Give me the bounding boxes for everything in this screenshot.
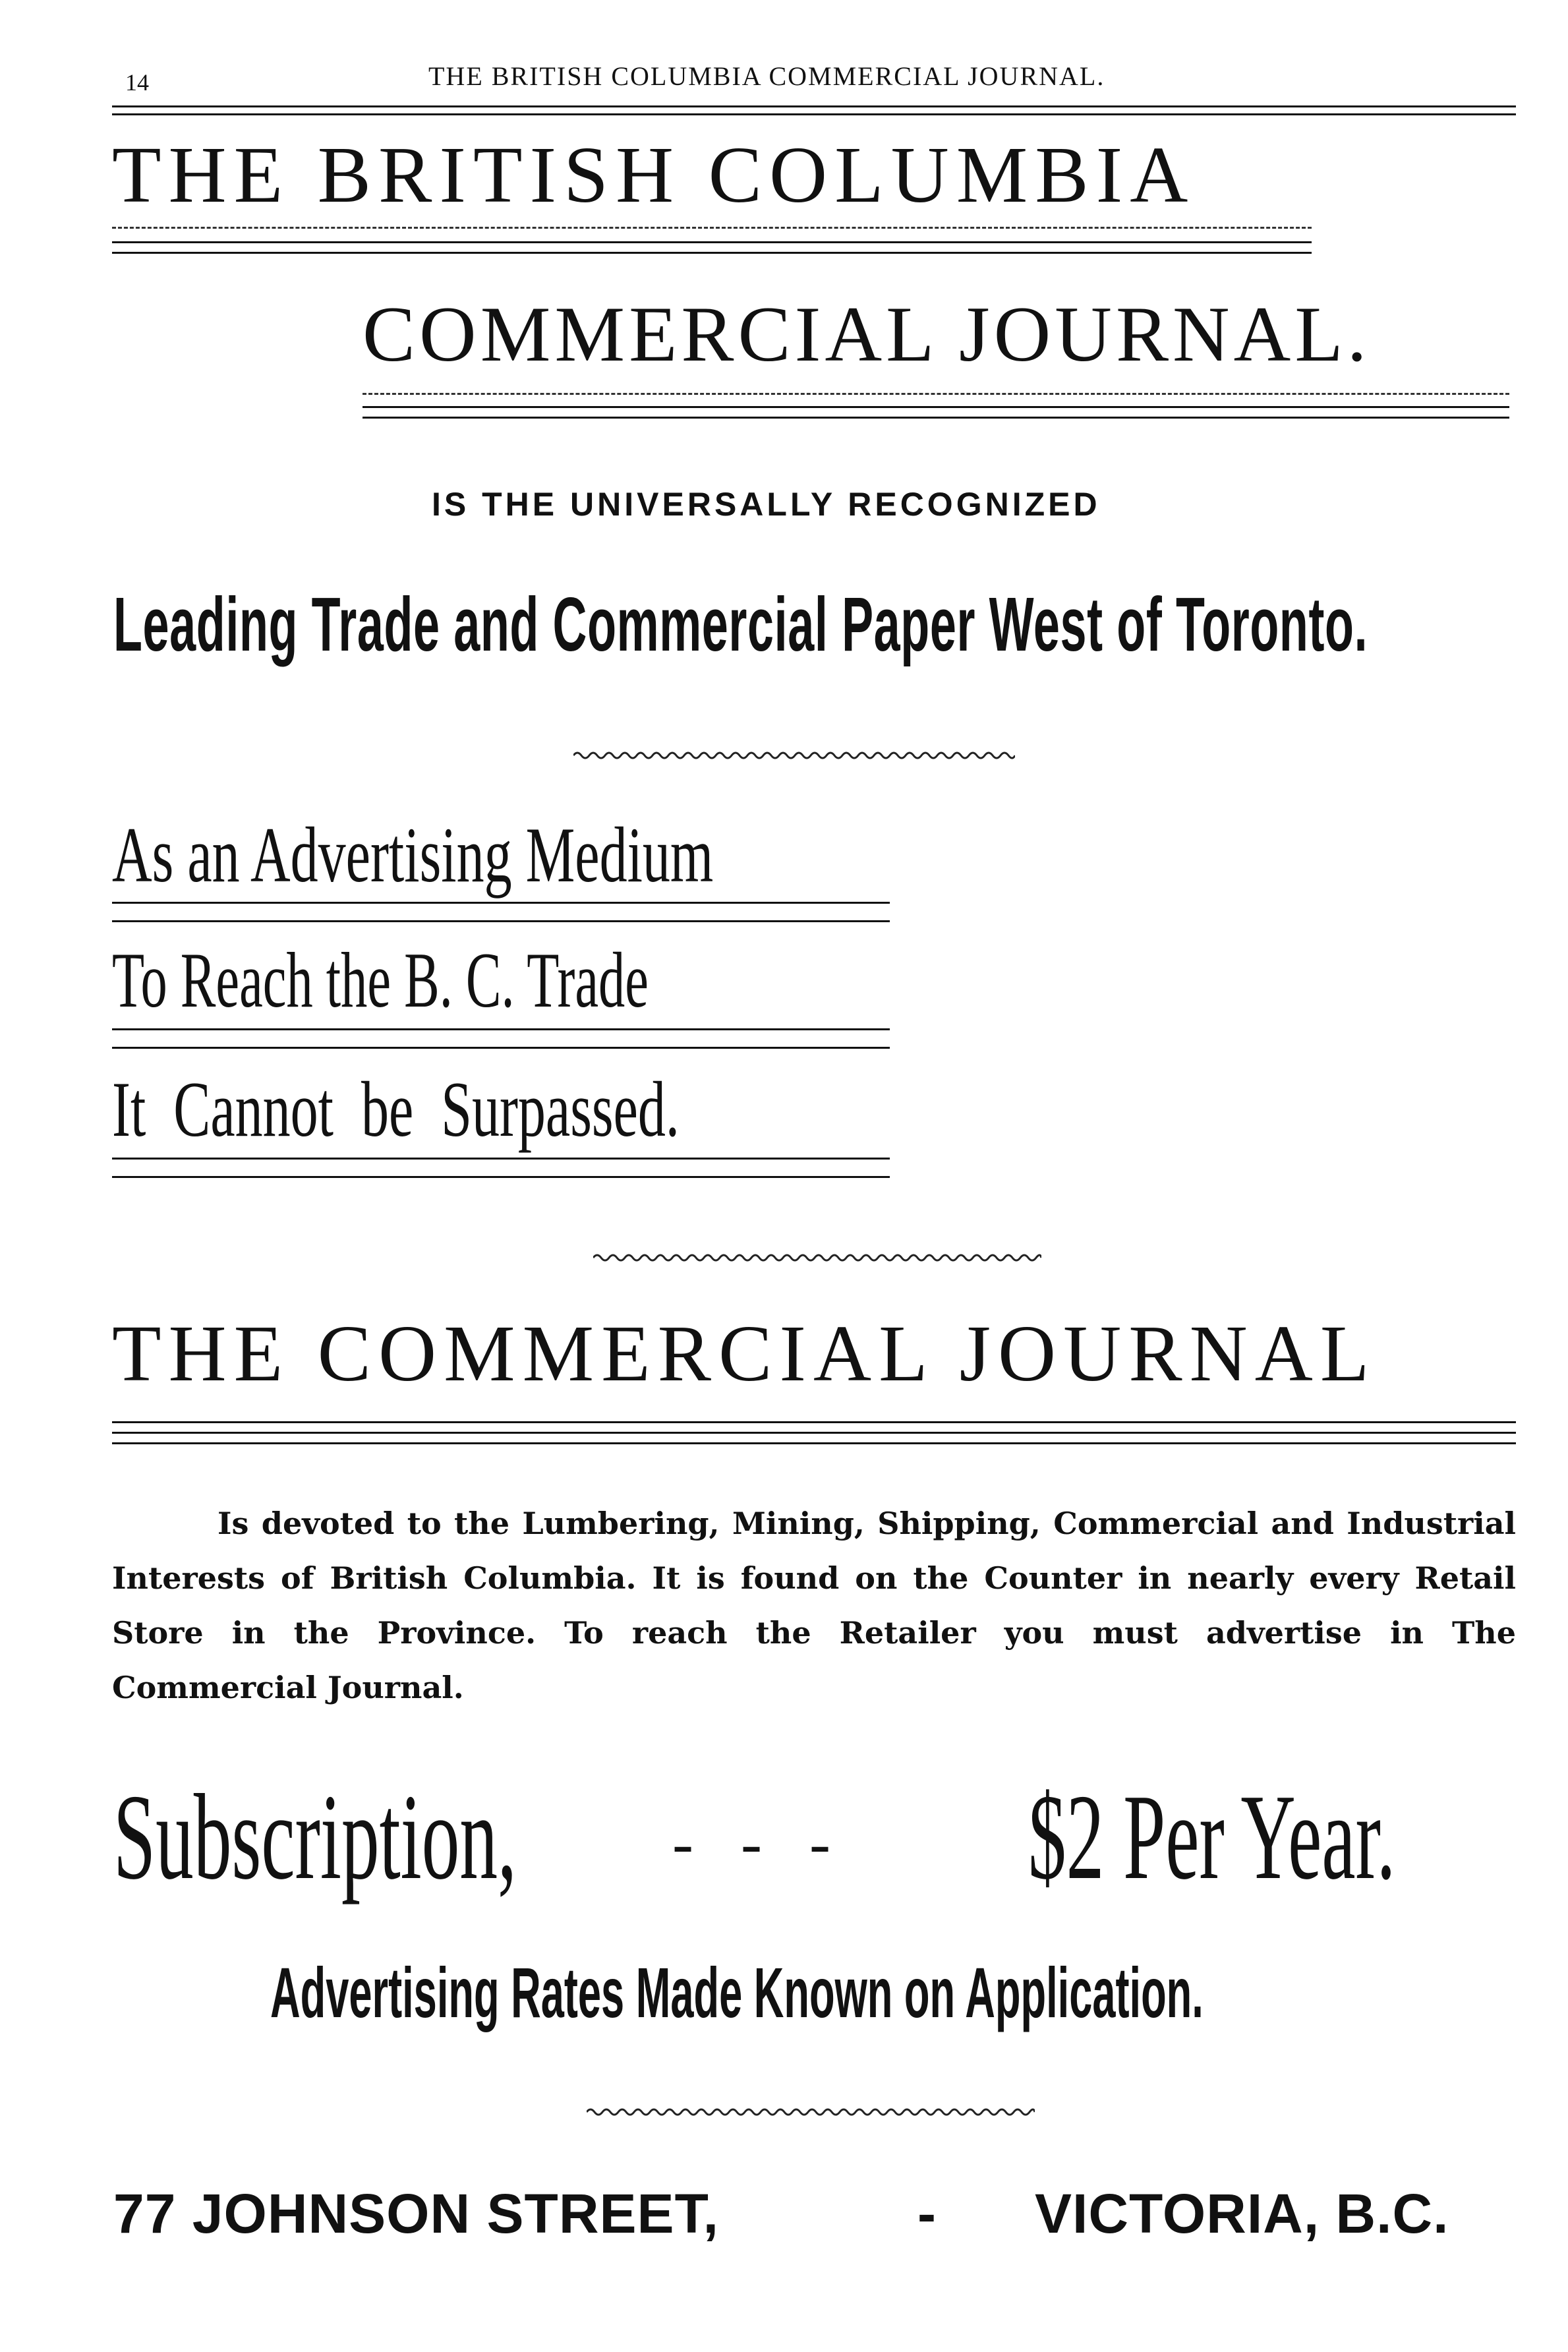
address-city: VICTORIA, B.C.: [1035, 2183, 1449, 2245]
universally-recognized-text: IS THE UNIVERSALLY RECOGNIZED: [432, 486, 1101, 523]
ad-line2: To Reach the B. C. Trade: [112, 936, 649, 1024]
ad-line1-wrap: [112, 809, 903, 898]
journal-description-paragraph: Is devoted to the Lumbering, Mining, Shipping, Commercial and Industrial Interests of British Columbia. It is found on the Counter in nearly every Retail Store in the Province. To reach the Retailer you must advertise in The Commercial Journal.: [112, 1506, 1516, 1705]
masthead-line1: THE BRITISH COLUMBIA: [112, 131, 1196, 220]
ad-line2-wrap: [112, 935, 903, 1024]
masthead-line2-rule-a: [363, 406, 1509, 408]
leading-trade-line-wrap: [113, 580, 1517, 672]
subscription-label: Subscription,: [113, 1769, 517, 1905]
advertising-rates-wrap: [270, 1951, 1391, 2050]
ad-line3-wrap: [112, 1064, 903, 1153]
advertising-rates-text: Advertising Rates Made Known on Application.: [270, 1953, 1204, 2032]
masthead-line1-rule-a: [112, 241, 1312, 243]
ad-line3-rule-a: [112, 1158, 890, 1160]
wavy-divider-1: [573, 750, 1015, 761]
masthead-line2: COMMERCIAL JOURNAL.: [363, 290, 1371, 378]
ad-line1: As an Advertising Medium: [112, 811, 714, 898]
journal-heading-rule-b: [112, 1432, 1516, 1434]
commercial-journal-heading: THE COMMERCIAL JOURNAL: [112, 1309, 1377, 1398]
subscription-price-wrap: [1028, 1767, 1555, 1905]
subscription-dashes: - - -: [672, 1808, 830, 1878]
ad-line2-rule-a: [112, 1028, 890, 1030]
header-rule-top: [112, 105, 1516, 107]
address-street: 77 JOHNSON STREET,: [113, 2183, 719, 2245]
address-separator: -: [917, 2183, 936, 2245]
ad-line2-rule-b: [112, 1047, 890, 1049]
running-title: THE BRITISH COLUMBIA COMMERCIAL JOURNAL.: [428, 61, 1105, 91]
masthead-line1-rule-b: [112, 252, 1312, 254]
subscription-price: $2 Per Year.: [1028, 1769, 1396, 1905]
header-rule-bottom: [112, 113, 1516, 115]
ad-line1-rule-b: [112, 920, 890, 922]
masthead-line1-dashed-rule: [112, 227, 1312, 229]
leading-trade-line: Leading Trade and Commercial Paper West of Toronto.: [113, 581, 1368, 667]
wavy-divider-2: [593, 1252, 1041, 1263]
ad-line1-rule-a: [112, 902, 890, 904]
wavy-divider-3: [587, 2107, 1035, 2117]
masthead-line2-dashed-rule: [363, 393, 1509, 395]
journal-heading-rule-c: [112, 1442, 1516, 1444]
subscription-label-wrap: [113, 1767, 707, 1905]
journal-heading-rule-a: [112, 1421, 1516, 1423]
masthead-line2-rule-b: [363, 417, 1509, 419]
page-number: 14: [125, 69, 149, 96]
ad-line3: It Cannot be Surpassed.: [112, 1065, 680, 1153]
ad-line3-rule-b: [112, 1176, 890, 1178]
